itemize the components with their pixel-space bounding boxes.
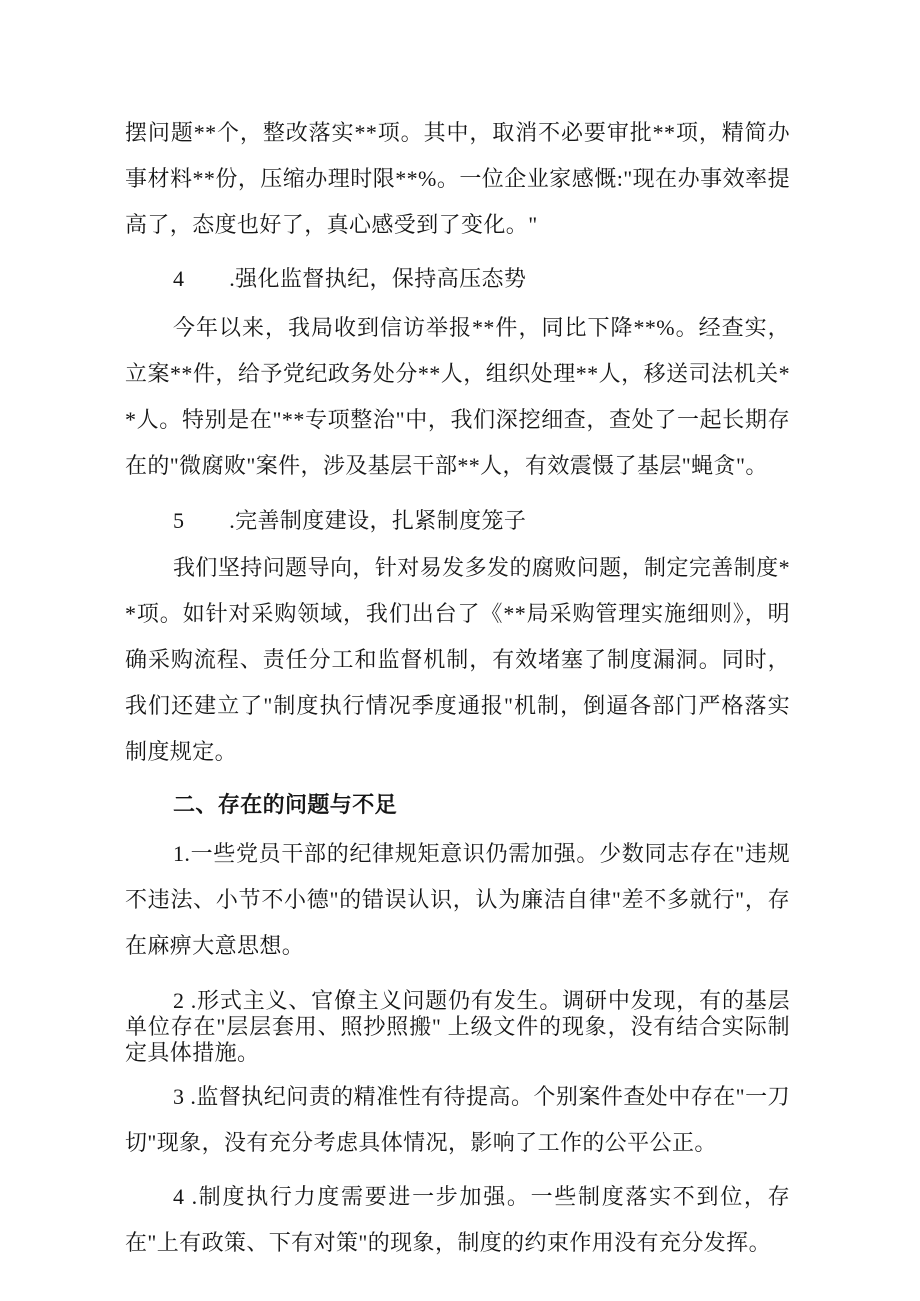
- numbered-heading-5: 5 .完善制度建设，扎紧制度笼子: [173, 508, 527, 533]
- problem-item-2: 2 .形式主义、官僚主义问题仍有发生。调研中发现，有的基层单位存在"层层套用、照抄照搬" 上级文件的现象，没有结合实际制定具体措施。: [125, 988, 790, 1065]
- problem-item-3: 3 .监督执纪问责的精准性有待提高。个别案件查处中存在"一刀切"现象，没有充分考虑具体情况，影响了工作的公平公正。: [125, 1084, 790, 1155]
- problem-item-1: 1.一些党员干部的纪律规矩意识仍需加强。少数同志存在"违规不违法、小节不小德"的错误认识，认为廉洁自律"差不多就行"，存在麻痹大意思想。: [125, 841, 790, 958]
- paragraph-supervision: 今年以来，我局收到信访举报**件，同比下降**%。经查实，立案**件，给予党纪政务处分**人，组织处理**人，移送司法机关**人。特别是在"**专项整治"中，我们深挖细查，查处了一起长期存在的"微腐败"案件，涉及基层干部**人，有效震慑了基层"蝇贪"。: [125, 315, 790, 478]
- problem-item-4: 4 .制度执行力度需要进一步加强。一些制度落实不到位，存在"上有政策、下有对策"的现象，制度的约束作用没有充分发挥。: [125, 1184, 790, 1255]
- numbered-heading-4: 4 .强化监督执纪，保持高压态势: [173, 266, 527, 291]
- section-heading-problems: 二、存在的问题与不足: [173, 792, 398, 817]
- paragraph-system-building: 我们坚持问题导向，针对易发多发的腐败问题，制定完善制度**项。如针对采购领域，我们出台了《**局采购管理实施细则》，明确采购流程、责任分工和监督机制，有效堵塞了制度漏洞。同时，我们还建立了"制度执行情况季度通报"机制，倒逼各部门严格落实制度规定。: [125, 555, 790, 764]
- paragraph-continuation: 摆问题**个，整改落实**项。其中，取消不必要审批**项，精简办事材料**份，压缩办理时限**%。一位企业家感慨:"现在办事效率提高了，态度也好了，真心感受到了变化。": [125, 120, 790, 237]
